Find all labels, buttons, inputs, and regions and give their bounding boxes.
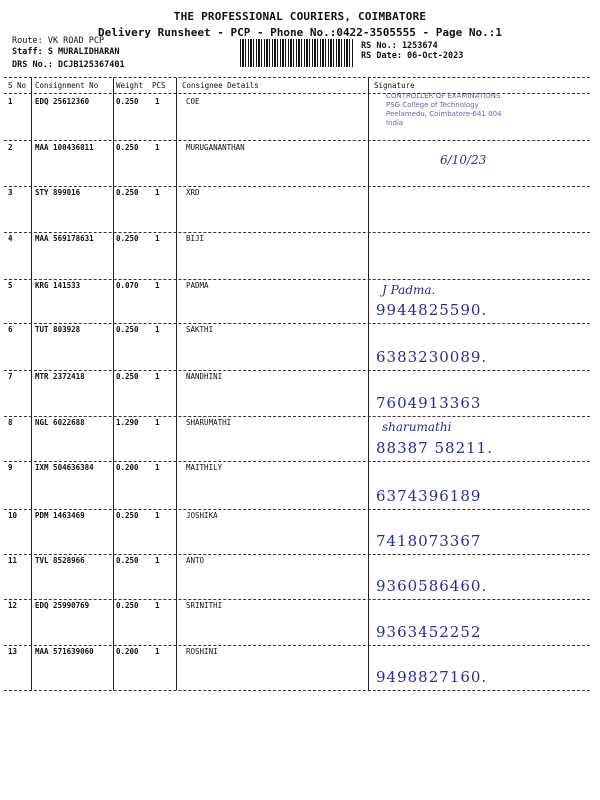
staff-label: Staff: S MURALIDHARAN: [12, 47, 120, 57]
cell-weight: 0.250: [116, 143, 139, 152]
col-header-consignee: Consignee Details: [182, 81, 259, 90]
cell-consignment-no: IXM 504636384: [35, 463, 94, 472]
cell-consignment-no: PDM 1463469: [35, 511, 85, 520]
rs-number: RS No.: 1253674: [361, 41, 438, 51]
cell-pcs: 1: [155, 511, 160, 520]
cell-consignee: MAITHILY: [186, 463, 223, 472]
stamp-line: PSG College of Technology: [386, 101, 479, 109]
table-top-rule: [4, 77, 590, 78]
cell-consignment-no: MAA 569178631: [35, 234, 94, 243]
cell-consignee: ROSHINI: [186, 647, 218, 656]
cell-weight: 0.200: [116, 647, 139, 656]
cell-weight: 0.250: [116, 372, 139, 381]
cell-consignee: BIJI: [186, 234, 205, 243]
handwritten-phone: 9498827160.: [376, 668, 488, 686]
cell-weight: 0.250: [116, 556, 139, 565]
handwritten-signature: 6/10/23: [440, 153, 487, 167]
cell-consignment-no: NGL 6022688: [35, 418, 85, 427]
row-divider: [4, 599, 590, 600]
cell-pcs: 1: [155, 234, 160, 243]
handwritten-phone: 6374396189: [376, 487, 482, 505]
col-header-signature: Signature: [374, 81, 415, 90]
stamp-line: India: [386, 119, 404, 127]
cell-consignee: ANTO: [186, 556, 205, 565]
cell-sno: 5: [8, 281, 13, 290]
row-divider: [4, 279, 590, 280]
cell-sno: 13: [8, 647, 18, 656]
drs-number: DRS No.: DCJB125367401: [12, 60, 125, 70]
cell-consignee: SHARUMATHI: [186, 418, 232, 427]
row-divider: [4, 690, 590, 691]
cell-weight: 0.250: [116, 234, 139, 243]
cell-sno: 8: [8, 418, 13, 427]
cell-consignment-no: TUT 803928: [35, 325, 81, 334]
cell-sno: 3: [8, 188, 13, 197]
row-divider: [4, 509, 590, 510]
cell-sno: 10: [8, 511, 18, 520]
row-divider: [4, 416, 590, 417]
row-divider: [4, 186, 590, 187]
cell-pcs: 1: [155, 143, 160, 152]
header-bottom-rule: [4, 93, 590, 94]
cell-consignment-no: KRG 141533: [35, 281, 81, 290]
cell-weight: 0.250: [116, 511, 139, 520]
handwritten-signature: J Padma.: [382, 283, 436, 297]
cell-consignment-no: EDQ 25990769: [35, 601, 90, 610]
handwritten-phone: 9363452252: [376, 623, 482, 641]
cell-consignee: MURUGANANTHAN: [186, 143, 245, 152]
cell-consignee: COE: [186, 97, 200, 106]
cell-consignment-no: MTR 2372418: [35, 372, 85, 381]
cell-weight: 0.070: [116, 281, 139, 290]
cell-pcs: 1: [155, 418, 160, 427]
row-divider: [4, 140, 590, 141]
cell-pcs: 1: [155, 463, 160, 472]
cell-sno: 2: [8, 143, 13, 152]
stamp-line: Peelamedu, Coimbatore-641 004: [386, 110, 502, 118]
runsheet-title: THE PROFESSIONAL COURIERS, COIMBATORE: [173, 10, 427, 23]
cell-pcs: 1: [155, 372, 160, 381]
cell-sno: 6: [8, 325, 13, 334]
row-divider: [4, 232, 590, 233]
row-divider: [4, 461, 590, 462]
col-header-consignment: Consignment No: [35, 81, 99, 90]
cell-consignee: NANDHINI: [186, 372, 223, 381]
route-label: Route: VK ROAD PCP: [12, 36, 105, 46]
cell-consignee: SRINITHI: [186, 601, 223, 610]
handwritten-phone: 7418073367: [376, 532, 482, 550]
cell-consignment-no: TVL 8528966: [35, 556, 85, 565]
col-header-pcs: PCS: [152, 81, 166, 90]
cell-consignment-no: MAA 571639060: [35, 647, 94, 656]
handwritten-phone: 9944825590.: [376, 301, 488, 319]
col-header-sno: S No: [8, 81, 27, 90]
col-header-weight: Weight: [116, 81, 144, 90]
cell-weight: 0.250: [116, 601, 139, 610]
cell-consignee: SAKTHI: [186, 325, 214, 334]
cell-pcs: 1: [155, 647, 160, 656]
handwritten-phone: 88387 58211.: [376, 439, 493, 457]
handwritten-phone: 6383230089.: [376, 348, 488, 366]
row-divider: [4, 554, 590, 555]
official-stamp: [386, 92, 501, 128]
cell-pcs: 1: [155, 556, 160, 565]
handwritten-phone: 9360586460.: [376, 577, 488, 595]
cell-sno: 1: [8, 97, 13, 106]
cell-sno: 4: [8, 234, 13, 243]
cell-weight: 0.250: [116, 188, 139, 197]
cell-sno: 11: [8, 556, 18, 565]
runsheet-subtitle: Delivery Runsheet - PCP - Phone No.:0422-3505555 - Page No.:1: [98, 26, 502, 39]
cell-consignment-no: EDQ 25612360: [35, 97, 90, 106]
cell-weight: 0.250: [116, 97, 139, 106]
handwritten-phone: 7604913363: [376, 394, 482, 412]
cell-pcs: 1: [155, 281, 160, 290]
row-divider: [4, 645, 590, 646]
barcode: [240, 39, 354, 67]
row-divider: [4, 370, 590, 371]
row-divider: [4, 323, 590, 324]
cell-sno: 12: [8, 601, 18, 610]
cell-weight: 0.250: [116, 325, 139, 334]
cell-weight: 0.200: [116, 463, 139, 472]
cell-pcs: 1: [155, 188, 160, 197]
rs-date: RS Date: 06-Oct-2023: [361, 51, 464, 61]
cell-consignee: JOSHIKA: [186, 511, 218, 520]
cell-pcs: 1: [155, 97, 160, 106]
cell-weight: 1.290: [116, 418, 139, 427]
cell-sno: 9: [8, 463, 13, 472]
handwritten-signature: sharumathi: [382, 420, 452, 434]
stamp-line: CONTROLLER OF EXAMINATIONS: [386, 92, 501, 100]
cell-consignee: PADMA: [186, 281, 209, 290]
cell-consignee: XRD: [186, 188, 200, 197]
cell-pcs: 1: [155, 601, 160, 610]
cell-consignment-no: STY 899016: [35, 188, 81, 197]
cell-sno: 7: [8, 372, 13, 381]
cell-pcs: 1: [155, 325, 160, 334]
cell-consignment-no: MAA 100436811: [35, 143, 94, 152]
